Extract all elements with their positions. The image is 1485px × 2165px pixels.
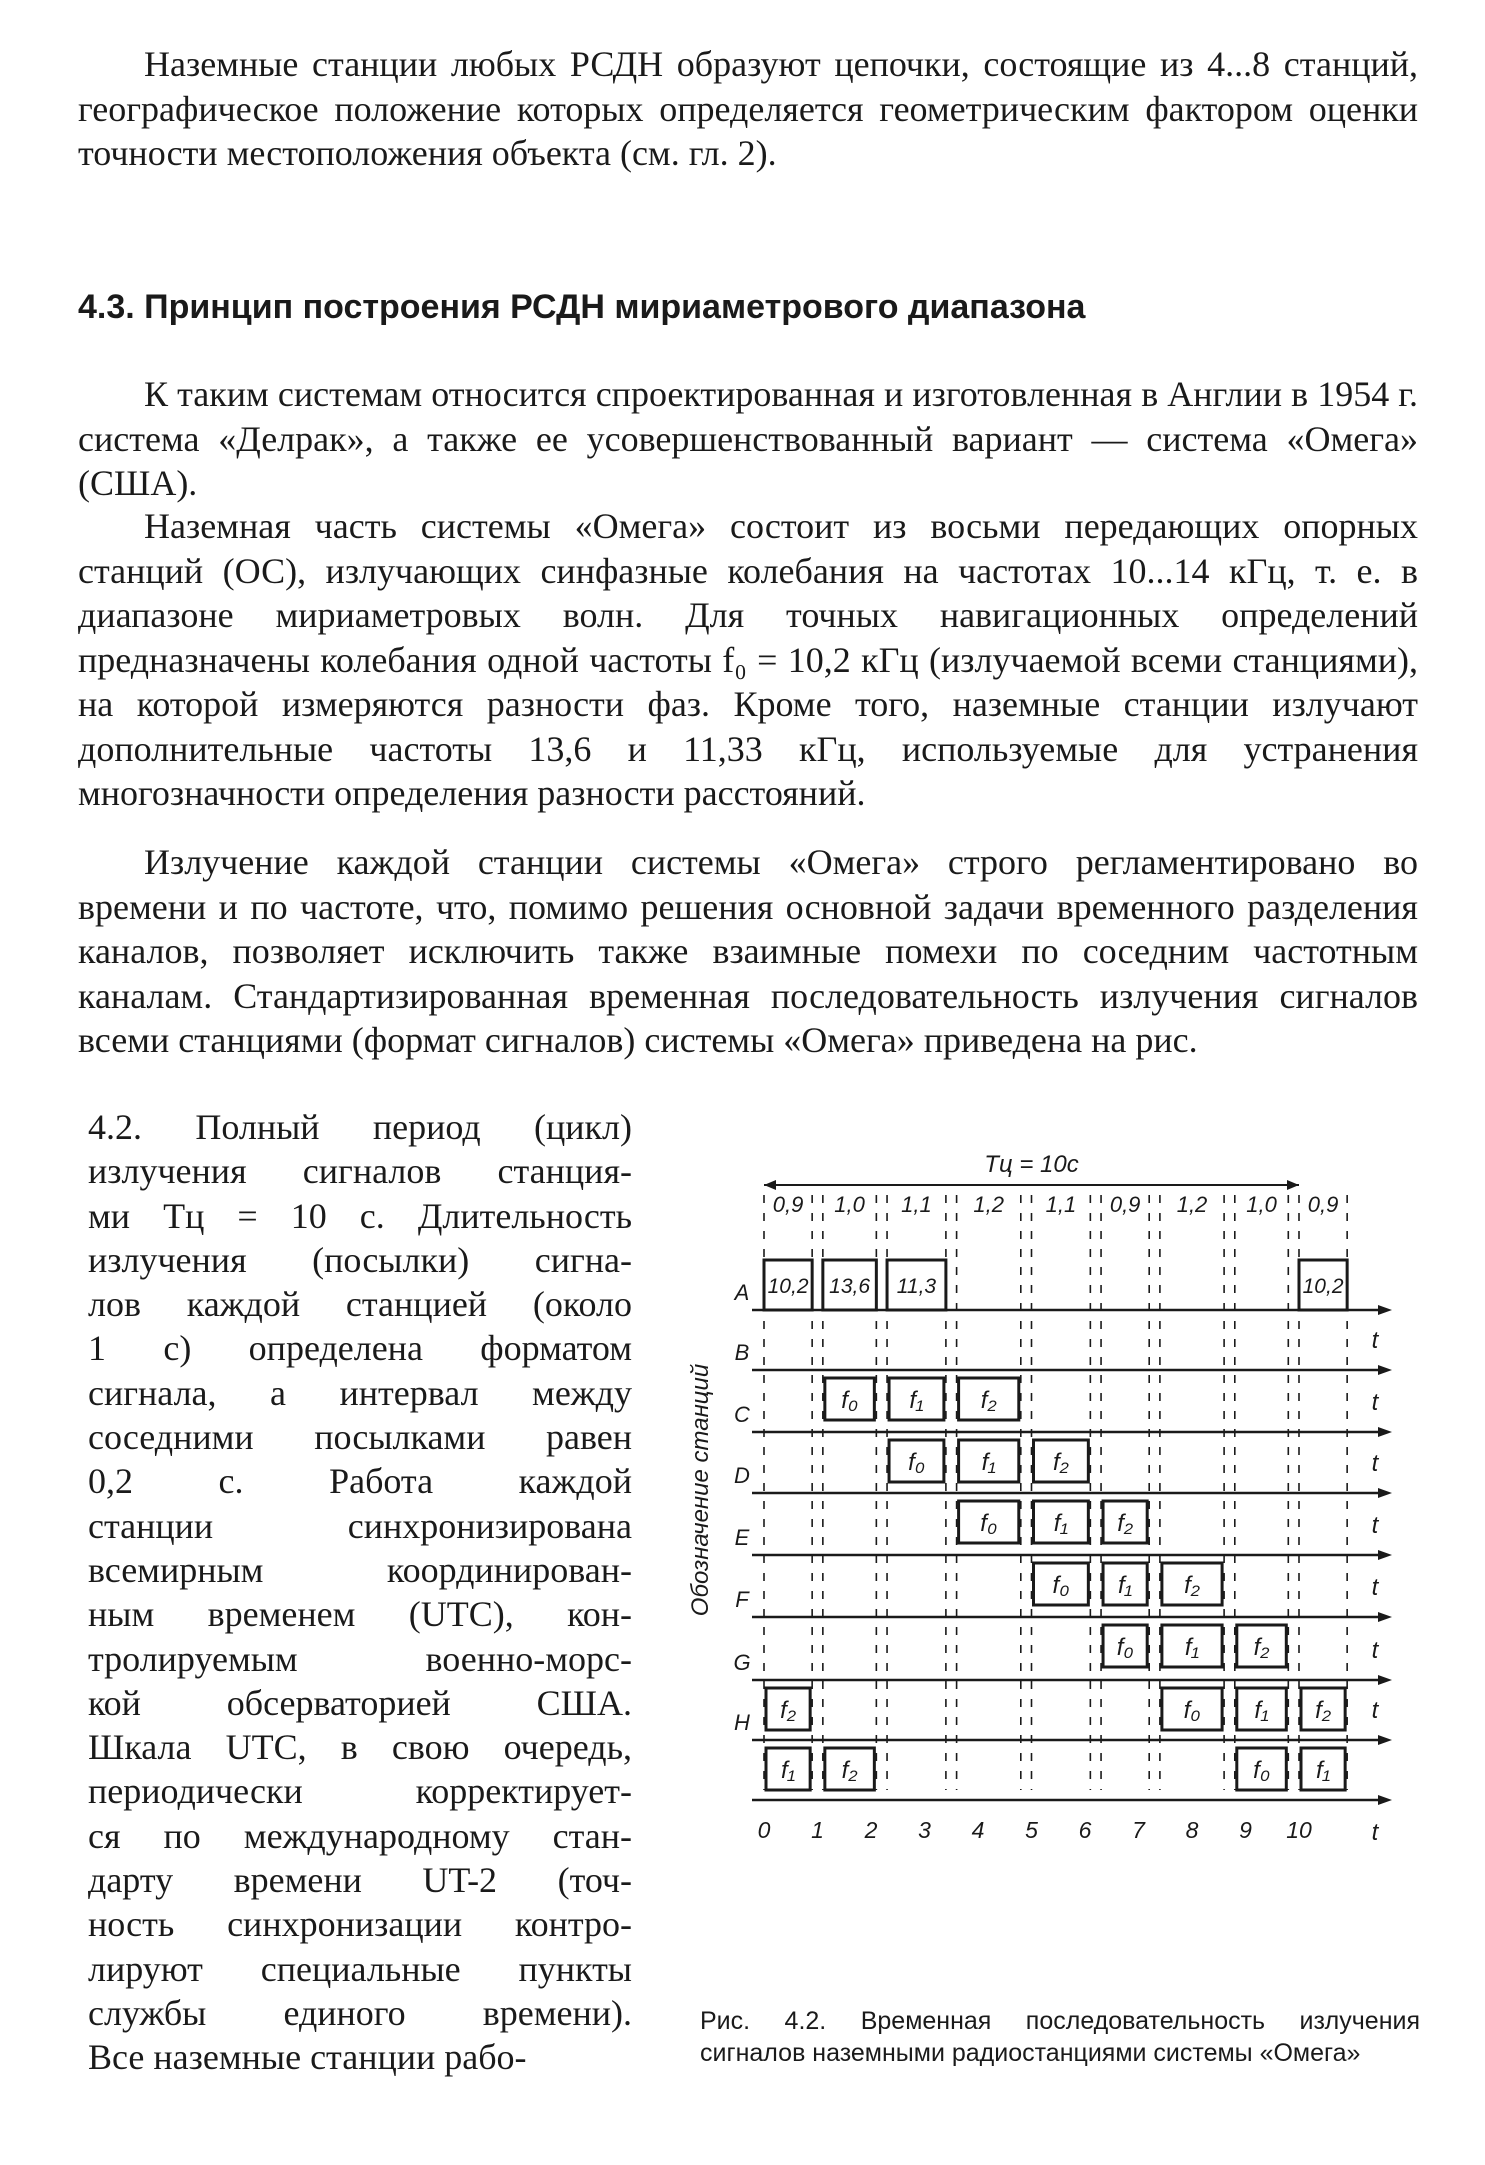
time-axis-symbol: t (1371, 1389, 1379, 1416)
x-tick-label: 3 (918, 1817, 931, 1843)
pulse-label: f₁ (1118, 1572, 1133, 1599)
time-axis-arrow (1378, 1305, 1392, 1315)
paragraph-1-text: К таким системам относится спроектированная и изготовленная в Англии в 1954 г. система «Делрак», а также ее усовершенствованный вариант — система «Омега» (США). (78, 374, 1418, 503)
narrow-line: 1 с) определена форматом (88, 1328, 632, 1369)
pulse-label: f₂ (1117, 1510, 1134, 1537)
pulse-label: f₂ (980, 1387, 997, 1414)
paragraph-1 (78, 372, 1418, 506)
narrow-line: 0,2 с. Работа каждой (88, 1461, 632, 1502)
pulse-label: f₁ (1254, 1697, 1269, 1724)
narrow-line: дарту времени UT-2 (точ- (88, 1860, 632, 1901)
time-axis-symbol: t (1371, 1697, 1379, 1724)
station-label-h: H (734, 1710, 750, 1735)
pulse-label: f₂ (841, 1757, 858, 1784)
intro-text: Наземные станции любых РСДН образуют цепочки, состоящие из 4...8 станций, географическое положение которых определяется геометрическим фактором оценки точности местоположения объекта (см. гл. 2). (78, 44, 1418, 173)
narrow-line: службы единого времени). (88, 1992, 632, 2033)
narrow-line: ность синхронизации контро- (88, 1904, 632, 1945)
bottom-axis-arrow (1378, 1795, 1392, 1805)
pulse-label: f₀ (1116, 1634, 1134, 1661)
paragraph-3-text: Излучение каждой станции системы «Омега» строго регламентировано во времени и по частоте, что, помимо решения основной задачи временного разделения каналов, позволяет исключить также взаимные помехи по соседним частотным каналам. Стандартизированная временная последовательность излучения сигналов всеми станциями (формат сигналов) системы «Омега» приведена на рис. (78, 842, 1418, 1060)
narrow-line: Все наземные станции рабо- (88, 2037, 527, 2078)
duration-label: 1,2 (973, 1192, 1004, 1217)
duration-label: 1,2 (1176, 1192, 1208, 1217)
pulse-label: f₂ (1315, 1697, 1331, 1724)
time-axis-symbol: t (1371, 1450, 1379, 1477)
time-axis-arrow (1378, 1675, 1392, 1685)
pulse-label: f₀ (908, 1449, 925, 1476)
paragraph-2 (78, 504, 1418, 816)
station-label-b: B (734, 1340, 750, 1365)
x-tick-label: 2 (864, 1817, 878, 1843)
time-axis-arrow (1378, 1427, 1392, 1437)
cycle-label: Tц = 10с (984, 1151, 1079, 1178)
time-axis-arrow (1378, 1735, 1392, 1745)
pulse-label: f₀ (1183, 1697, 1201, 1724)
pulse-label: f₁ (981, 1449, 996, 1476)
duration-label: 1,1 (901, 1192, 932, 1217)
figure-caption: Рис. 4.2. Временная последовательность излучения сигналов наземными радиостанциями системы «Омега» (700, 2007, 1420, 2067)
frequency-label: 13,6 (829, 1275, 871, 1298)
pulse-label: f₁ (780, 1757, 796, 1784)
x-tick-label: 4 (971, 1817, 985, 1843)
narrow-line: всемирным координирован- (88, 1549, 632, 1590)
x-tick-label: 10 (1286, 1817, 1312, 1843)
x-tick-label: 1 (811, 1817, 824, 1843)
narrow-line: соседними посылками равен (88, 1417, 632, 1458)
narrow-line: тролируемым военно-морс- (88, 1638, 632, 1679)
x-tick-label: 5 (1025, 1817, 1038, 1843)
arrow-head-right (1287, 1180, 1299, 1190)
pulse-label: f₁ (1184, 1634, 1200, 1661)
narrow-column-text (88, 1105, 632, 2080)
x-tick-label: 9 (1239, 1817, 1252, 1843)
station-label-e: E (734, 1525, 750, 1550)
bottom-axis-symbol: t (1371, 1819, 1379, 1846)
narrow-line: кой обсерваторией США. (88, 1682, 632, 1723)
duration-label: 0,9 (772, 1192, 804, 1217)
pulse-label: f₂ (1253, 1634, 1270, 1661)
station-label-c: C (734, 1402, 750, 1427)
pulse-label: f₀ (841, 1387, 858, 1414)
station-label-g: G (733, 1650, 751, 1675)
narrow-line: излучения сигналов станция- (88, 1151, 632, 1192)
time-axis-symbol: t (1371, 1574, 1379, 1601)
frequency-label: 11,3 (896, 1275, 937, 1298)
duration-label: 0,9 (1307, 1192, 1339, 1217)
narrow-line: 4.2. Полный период (цикл) (88, 1107, 632, 1147)
time-axis-arrow (1378, 1488, 1392, 1498)
time-axis-arrow (1378, 1612, 1392, 1622)
time-axis-symbol: t (1371, 1327, 1379, 1354)
station-label-d: D (734, 1463, 750, 1488)
intro-paragraph (78, 42, 1418, 176)
duration-label: 1,0 (1246, 1192, 1277, 1217)
narrow-line: излучения (посылки) сигна- (88, 1239, 632, 1280)
duration-label: 1,0 (834, 1192, 865, 1217)
pulse-label: f₁ (909, 1387, 924, 1414)
narrow-line: ным временем (UTC), кон- (88, 1594, 632, 1635)
omega-timing-diagram (680, 1150, 1440, 1980)
narrow-line: сигнала, а интервал между (88, 1372, 632, 1413)
time-axis-arrow (1378, 1550, 1392, 1560)
time-axis-arrow (1378, 1365, 1392, 1375)
time-axis-symbol: t (1371, 1637, 1379, 1664)
paragraph-3 (78, 840, 1418, 1063)
pulse-label: f₁ (1053, 1510, 1069, 1537)
narrow-line: станции синхронизирована (88, 1505, 632, 1546)
x-tick-label: 0 (757, 1817, 771, 1843)
duration-label: 0,9 (1109, 1192, 1141, 1217)
narrow-line: Шкала UTC, в свою очередь, (88, 1727, 632, 1768)
paragraph-2-text: Наземная часть системы «Омега» состоит из восьми передающих опорных станций (ОС), излучающих синфазные колебания на частотах 10...14 кГц, т. е. в диапазоне мириаметровых волн. Для точных навигационных определений предназначены колебания одной частоты f₀ = 10,2 кГц (излучаемой всеми станциями), на которой измеряются разности фаз. Кроме того, наземные станции излучают дополнительные частоты 13,6 и 11,33 кГц, используемые для устранения многозначности определения разности расстояний. (78, 506, 1418, 813)
section-heading: 4.3. Принцип построения РСДН мириаметрового диапазона (78, 288, 1086, 326)
x-tick-label: 8 (1185, 1817, 1199, 1843)
pulse-label: f₀ (1253, 1757, 1270, 1784)
time-axis-symbol: t (1371, 1512, 1379, 1539)
pulse-label: f₀ (980, 1510, 998, 1537)
duration-label: 1,1 (1045, 1192, 1077, 1217)
narrow-line: периодически корректирует- (88, 1771, 632, 1812)
pulse-label: f₀ (1052, 1572, 1070, 1599)
narrow-line: ся по международному стан- (88, 1815, 632, 1856)
x-tick-label: 7 (1132, 1817, 1145, 1843)
pulse-label: f₂ (780, 1697, 796, 1724)
pulse-label: f₂ (1053, 1449, 1069, 1476)
station-label-f: F (735, 1587, 749, 1612)
frequency-label: 10,2 (1302, 1275, 1344, 1298)
station-label-a: A (734, 1280, 750, 1305)
arrow-head-left (764, 1180, 776, 1190)
narrow-line: лируют специальные пункты (88, 1948, 632, 1989)
pulse-label: f₂ (1184, 1572, 1200, 1599)
pulse-label: f₁ (1315, 1757, 1331, 1784)
narrow-line: лов каждой станцией (около (88, 1284, 632, 1325)
frequency-label: 10,2 (767, 1275, 809, 1298)
x-tick-label: 6 (1078, 1817, 1092, 1843)
y-axis-label: Обозначение станций (687, 1363, 714, 1617)
narrow-line: ми Tц = 10 с. Длительность (88, 1195, 632, 1236)
